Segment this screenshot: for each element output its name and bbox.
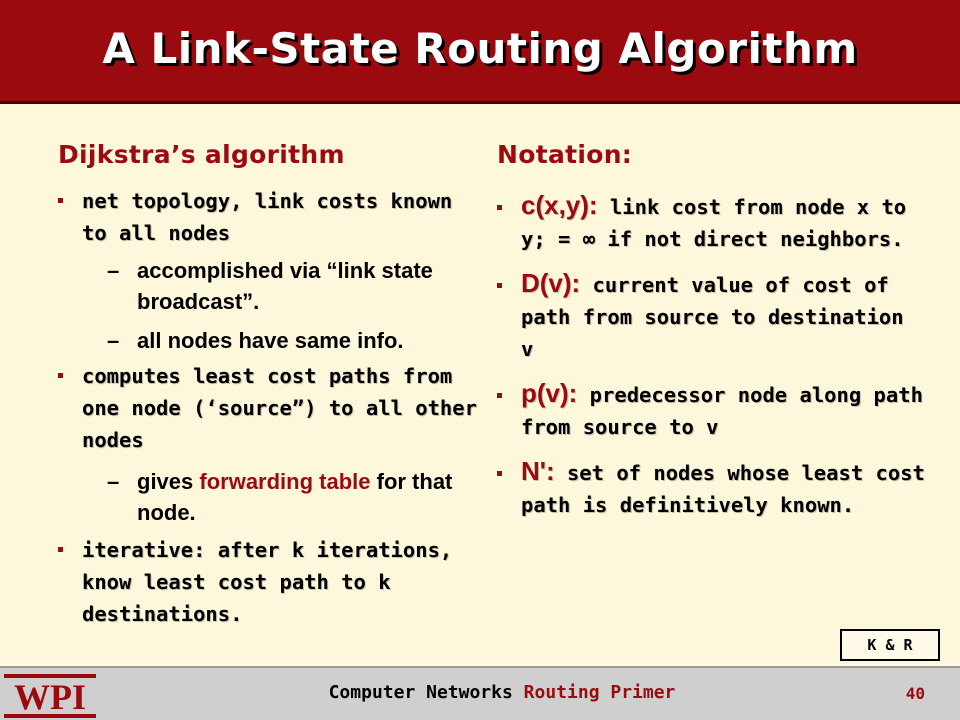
slide-title: A Link-State Routing Algorithm (102, 24, 858, 73)
bullet-text: iterative: after k iterations, know least cost path to k destinations. (82, 538, 453, 626)
dash-icon: – (107, 258, 120, 283)
dash-icon: – (107, 328, 120, 353)
bullet-text: net topology, link costs known to all nodes (82, 189, 453, 245)
notation-term: D(v): (521, 268, 581, 298)
footer-course: Computer Networks (328, 682, 524, 703)
bullet-computes (58, 360, 478, 456)
notation-term: p(v): (521, 378, 578, 408)
notation-text: predecessor node along path from source to v (521, 383, 923, 439)
bullet-text: computes least cost paths from one node (‘source”) to all other nodes (82, 364, 477, 452)
bullet-topology (58, 185, 478, 249)
bullet-square-icon (58, 198, 63, 203)
dash-icon: – (107, 469, 120, 494)
sub-bullet-forwarding (58, 466, 478, 528)
bullet-iterative (58, 534, 478, 630)
notation-text: set of nodes whose least cost path is definitively known. (521, 461, 925, 517)
footer-title (0, 682, 960, 703)
sub-bullet-broadcast (58, 255, 478, 317)
sub-bullet-same-info (58, 325, 478, 356)
right-heading: Notation: (497, 140, 633, 169)
footer-bar (0, 666, 960, 720)
wpi-logo-text: WPI (14, 677, 86, 717)
forwarding-table-term: forwarding table (199, 469, 371, 494)
notation-term: N': (521, 456, 555, 486)
page-number: 40 (905, 684, 925, 703)
sub-bullet-text-post: for that node. (137, 469, 453, 525)
notation-term: c(x,y): (521, 190, 598, 220)
sub-bullet-text: accomplished via “link state broadcast”. (137, 258, 433, 314)
bullet-square-icon (497, 471, 502, 476)
title-bar (0, 0, 960, 104)
left-heading: Dijkstra’s algorithm (58, 140, 345, 169)
sub-bullet-text-pre: gives (137, 469, 200, 494)
bullet-square-icon (497, 283, 502, 288)
left-column (58, 140, 478, 630)
footer-topic: Routing Primer (523, 682, 676, 703)
bullet-square-icon (497, 205, 502, 210)
right-column (497, 140, 927, 521)
notation-item-dv (497, 267, 927, 365)
bullet-square-icon (497, 393, 502, 398)
kr-badge: K & R (840, 629, 940, 661)
notation-item-pv (497, 377, 927, 443)
notation-text: link cost from node x to y; = ∞ if not direct neighbors. (521, 195, 907, 251)
notation-text: current value of cost of path from source to destination v (521, 273, 904, 361)
sub-bullet-text: all nodes have same info. (137, 328, 404, 353)
bullet-square-icon (58, 373, 63, 378)
bullet-square-icon (58, 547, 63, 552)
notation-item-nprime (497, 455, 927, 521)
notation-item-cxy (497, 189, 927, 255)
